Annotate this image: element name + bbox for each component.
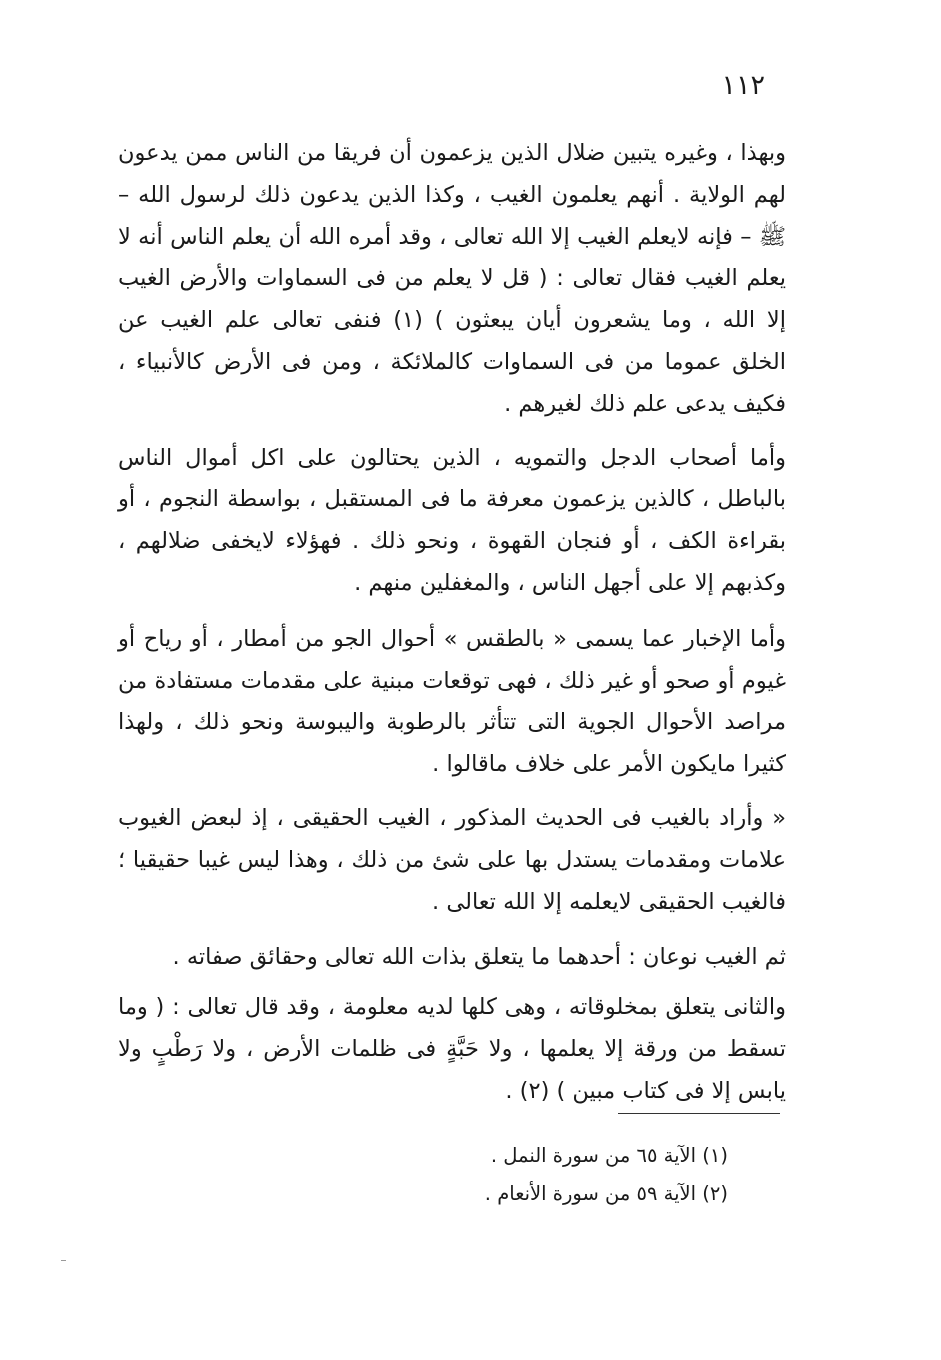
footnote-1: (١) الآية ٦٥ من سورة النمل . <box>490 1144 728 1167</box>
paragraph-2: وأما أصحاب الدجل والتمويه ، الذين يحتالون على اكل أموال الناس بالباطل ، كالذين يزعمون معرفة ما فى المستقبل ، بواسطة النجوم ، أو بقراءة الكف ، أو فنجان القهوة ، ونحو ذلك . فهؤلاء لايخفى ضلالهم ، وكذبهم إلا على أجهل الناس ، والمغفلين منهم . <box>118 444 786 596</box>
paragraph-5: ثم الغيب نوعان : أحدهما ما يتعلق بذات الله تعالى وحقائق صفاته . <box>172 944 786 971</box>
footnote-2: (٢) الآية ٥٩ من سورة الأنعام . <box>484 1182 728 1205</box>
paragraph-3: وأما الإخبار عما يسمى « بالطقس » أحوال الجو من أمطار ، أو رياح أو غيوم أو صحو أو غير ذلك ، فهى توقعات مبنية على مقدمات مستفادة من مراصد الأحوال الجوية التى تتأثر بالرطوبة واليبوسة ونحو ذلك ، ولهذا كثيرا مايكون الأمر على خلاف ماقالوا . <box>118 625 786 778</box>
page-number: ١١٢ <box>721 70 765 101</box>
paragraph-6: والثانى يتعلق بمخلوقاته ، وهى كلها لديه معلومة ، وقد قال تعالى : ( وما تسقط من ورقة إلا يعلمها ، ولا حَبَّةٍ فى ظلمات الأرض ، ولا رَطْبٍ ولا يابس إلا فى كتاب مبين ) (٢) . <box>118 994 786 1104</box>
paragraph-1: وبهذا ، وغيره يتبين ضلال الذين يزعمون أن فريقا من الناس ممن يدعون لهم الولاية . أنهم يعلمون الغيب ، وكذا الذين يدعون ذلك لرسول الله – ﷺ – فإنه لايعلم الغيب إلا الله تعالى ، وقد أمره الله أن يعلم الناس أنه لا يعلم الغيب فقال تعالى : ( قل لا يعلم من فى السماوات والأرض الغيب إلا الله ، وما يشعرون أيان يبعثون ) (١) فنفى تعالى علم الغيب عن الخلق عموما من فى السماوات كالملائكة ، ومن فى الأرض كالأنبياء ، فكيف يدعى علم ذلك لغيرهم . <box>118 140 786 417</box>
footnote-divider <box>618 1113 780 1114</box>
footnotes <box>300 1137 728 1213</box>
scan-mark <box>61 1260 66 1261</box>
paragraph-4: « وأراد بالغيب فى الحديث المذكور ، الغيب الحقيقى ، إذ لبعض الغيوب علامات ومقدمات يستدل بها على شئ من ذلك ، وهذا ليس غيبا حقيقيا ؛ فالغيب الحقيقى لايعلمه إلا الله تعالى . <box>118 804 786 915</box>
body-text <box>118 133 786 1113</box>
